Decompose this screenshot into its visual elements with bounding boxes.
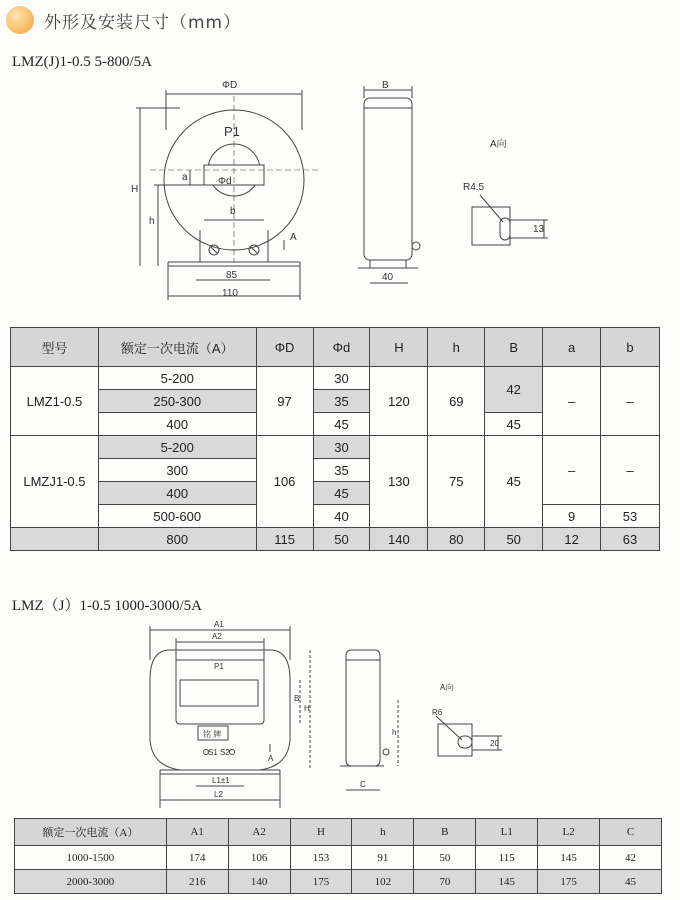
th-model: 型号: [11, 328, 99, 367]
cell-phid: 30: [313, 367, 370, 390]
cell-current: 300: [98, 459, 256, 482]
th-A1: A1: [166, 819, 228, 846]
cell-h: 69: [428, 367, 485, 436]
label-viewA-2: A向: [440, 683, 454, 692]
cell-current: 500-600: [98, 505, 256, 528]
cell-h: 80: [428, 528, 485, 551]
label-phiD: ΦD: [222, 80, 238, 91]
th-C: C: [600, 819, 662, 846]
cell-B: 45: [485, 436, 543, 528]
section1-subtitle: LMZ(J)1-0.5 5-800/5A: [12, 54, 152, 70]
cell-h: 75: [428, 436, 485, 528]
label-L2: L2: [214, 790, 223, 799]
label-h: h: [149, 216, 155, 227]
label-arrowA-2: A: [268, 754, 274, 763]
cell-current: 400: [98, 413, 256, 436]
cell-B: 45: [485, 413, 543, 436]
th-b: b: [601, 328, 660, 367]
label-H: H: [131, 184, 139, 195]
table-row: [15, 846, 662, 870]
th-L2: L2: [538, 819, 600, 846]
cell: 102: [352, 870, 414, 894]
cell: 153: [290, 846, 352, 870]
cell-phiD: 97: [256, 367, 313, 436]
cell-phid: 45: [313, 482, 370, 505]
cell: 1000-1500: [15, 846, 167, 870]
cell-H: 130: [370, 436, 428, 528]
label-nameplate: 铭 牌: [203, 730, 222, 739]
label-arrowA: A: [290, 232, 297, 243]
label-p1: P1: [224, 124, 240, 139]
label-r45: R4.5: [463, 182, 485, 193]
cell-phid: 35: [313, 390, 370, 413]
cell-current: 5-200: [98, 436, 256, 459]
cell: 42: [600, 846, 662, 870]
cell: 115: [476, 846, 538, 870]
label-B: B: [382, 80, 389, 91]
cell-b: –: [601, 367, 660, 436]
label-85: 85: [226, 270, 238, 281]
label-b: b: [230, 206, 236, 217]
th-phiD: ΦD: [256, 328, 313, 367]
label-a: a: [182, 172, 188, 183]
spec-table-1: [10, 327, 660, 551]
cell-a: –: [543, 367, 601, 436]
label-phid: Φd: [218, 176, 232, 187]
cell-phiD: 115: [256, 528, 313, 551]
section2-subtitle: LMZ（J）1-0.5 1000-3000/5A: [12, 598, 202, 614]
cell: 70: [414, 870, 476, 894]
table-row: [15, 870, 662, 894]
cell-model-empty: [11, 528, 99, 551]
th-h: h: [428, 328, 485, 367]
cell-a: –: [543, 436, 601, 505]
table-row: [11, 436, 660, 459]
th-phid: Φd: [313, 328, 370, 367]
cell-B: 50: [485, 528, 543, 551]
table-header-row: [11, 328, 660, 367]
table-row: [11, 367, 660, 390]
cell-b: 63: [601, 528, 660, 551]
label-A1: A1: [214, 620, 224, 629]
th-a: a: [543, 328, 601, 367]
cell: 175: [538, 870, 600, 894]
th-B: B: [414, 819, 476, 846]
label-20: 20: [490, 739, 499, 748]
cell: 106: [228, 846, 290, 870]
label-H-2: H: [304, 704, 310, 713]
cell: 145: [476, 870, 538, 894]
cell: 2000-3000: [15, 870, 167, 894]
section1-drawing: [0, 0, 680, 330]
label-h-2: h: [392, 728, 397, 737]
cell-current: 400: [98, 482, 256, 505]
spec-table-2: [14, 818, 662, 894]
th-A2: A2: [228, 819, 290, 846]
cell: 50: [414, 846, 476, 870]
cell: 145: [538, 846, 600, 870]
cell-phid: 50: [313, 528, 370, 551]
cell-phid: 30: [313, 436, 370, 459]
th-L1: L1: [476, 819, 538, 846]
cell: 216: [166, 870, 228, 894]
th-H: H: [370, 328, 428, 367]
label-110: 110: [222, 288, 238, 299]
th-h: h: [352, 819, 414, 846]
label-40: 40: [382, 272, 394, 283]
cell-current: 250-300: [98, 390, 256, 413]
th-B: B: [485, 328, 543, 367]
cell: 140: [228, 870, 290, 894]
label-B-2: B: [294, 694, 300, 703]
page-title: 外形及安装尺寸（mm）: [44, 13, 242, 33]
cell-current: 800: [98, 528, 256, 551]
cell: 174: [166, 846, 228, 870]
table-row: [11, 505, 660, 528]
label-r6: R6: [432, 708, 443, 717]
th-current: 额定一次电流（A）: [15, 819, 167, 846]
th-current: 额定一次电流（A）: [98, 328, 256, 367]
cell-phid: 40: [313, 505, 370, 528]
label-A2: A2: [212, 632, 222, 641]
model-lmzj1: LMZJ1-0.5: [11, 436, 99, 528]
cell-phid: 35: [313, 459, 370, 482]
cell: 45: [600, 870, 662, 894]
label-L1: L1±1: [212, 776, 230, 785]
cell-b: 53: [601, 505, 660, 528]
cell-B: 42: [485, 367, 543, 413]
cell: 175: [290, 870, 352, 894]
label-13: 13: [533, 224, 545, 235]
cell-H: 120: [370, 367, 428, 436]
cell-a: 9: [543, 505, 601, 528]
th-H: H: [290, 819, 352, 846]
cell-phid: 45: [313, 413, 370, 436]
cell-current: 5-200: [98, 367, 256, 390]
label-C: C: [360, 780, 366, 789]
cell-b: –: [601, 436, 660, 505]
label-p1-2: P1: [214, 662, 224, 671]
table-row: [11, 528, 660, 551]
cell-phiD: 106: [256, 436, 313, 528]
model-lmz1: LMZ1-0.5: [11, 367, 99, 436]
cell: 91: [352, 846, 414, 870]
cell-a: 12: [543, 528, 601, 551]
label-s1s2: S1 S2: [208, 748, 230, 757]
cell-H: 140: [370, 528, 428, 551]
label-viewA: A向: [490, 139, 507, 150]
table-header-row: [15, 819, 662, 846]
